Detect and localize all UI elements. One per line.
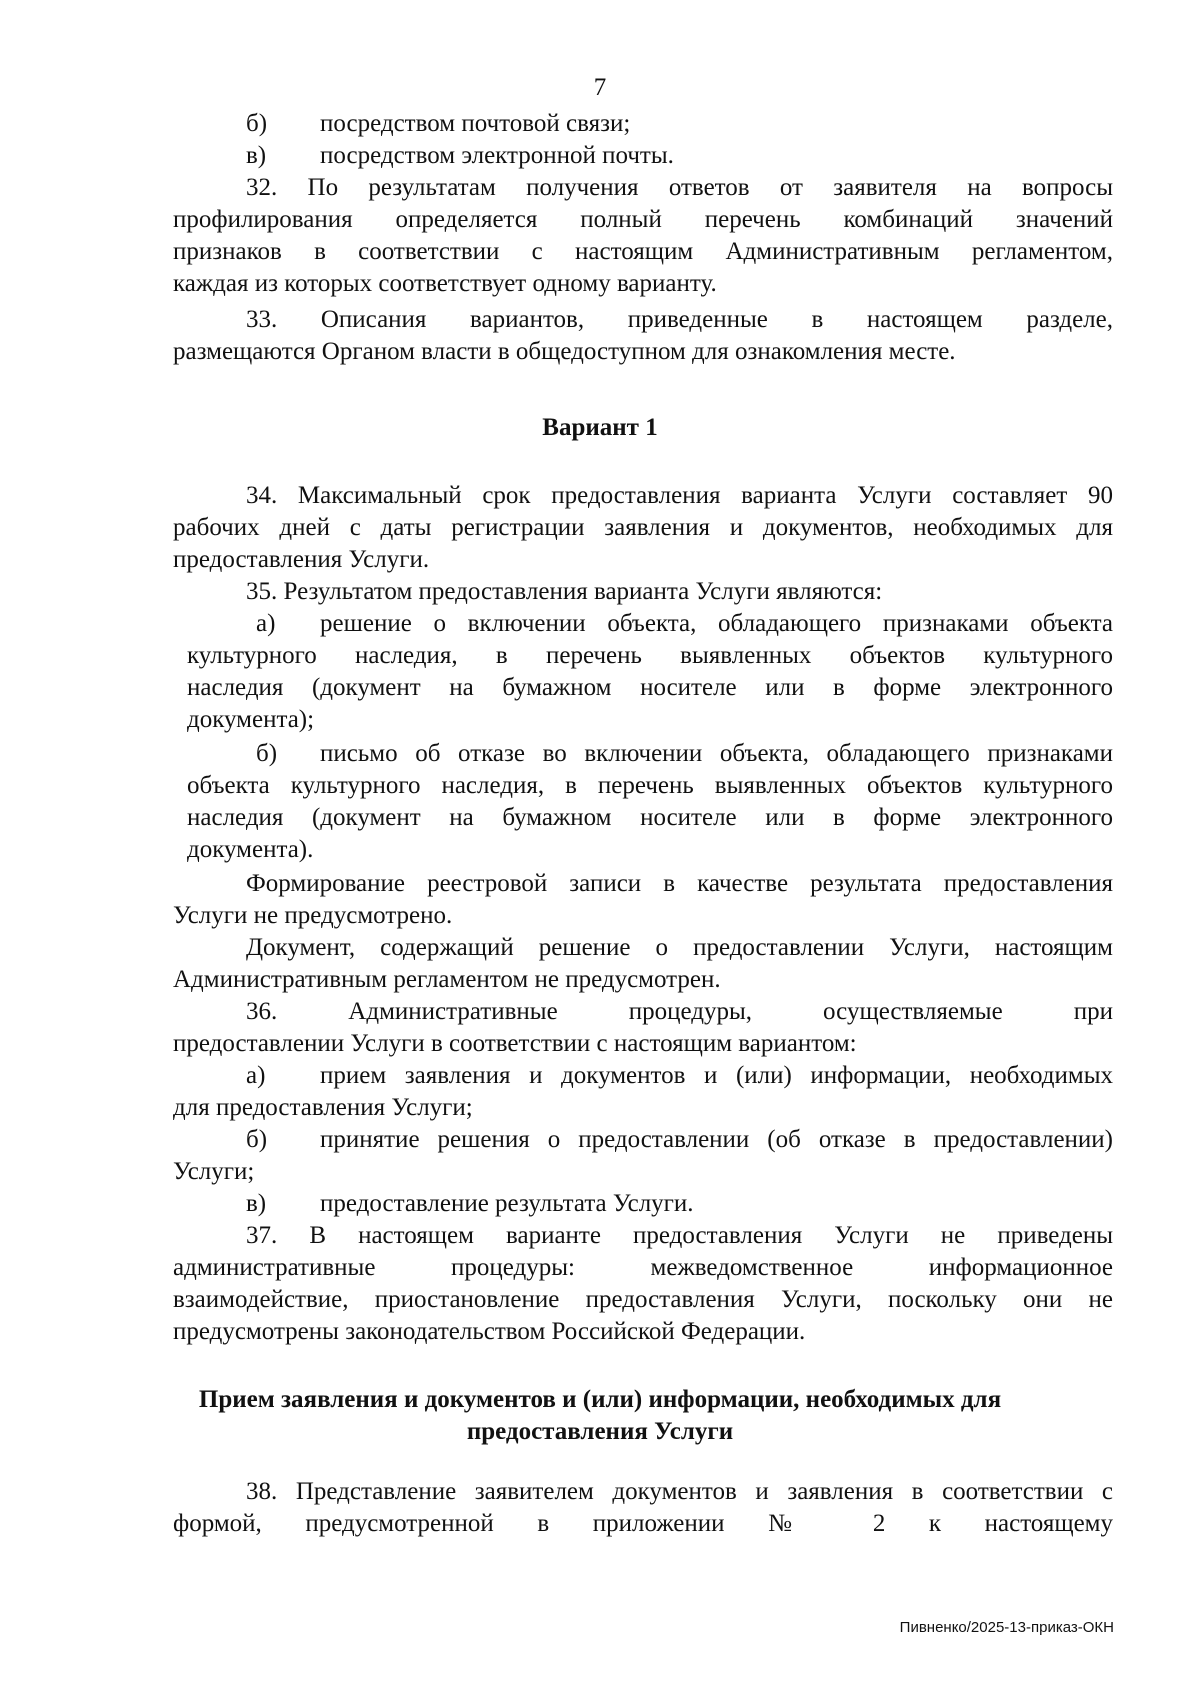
heading-section — [0, 1384, 1200, 1448]
paragraph-registry — [173, 868, 1113, 932]
paragraph-line: предоставления Услуги. — [173, 546, 430, 573]
heading-line: предоставления Услуги — [466, 1418, 734, 1445]
paragraph-35: 35. Результатом предоставления варианта Услуги являются: — [246, 578, 883, 605]
paragraph-line: для предоставления Услуги; — [173, 1094, 473, 1121]
paragraph-line: 36. Административные процедуры, осуществляемые при — [246, 998, 1113, 1025]
list-item-label: б) — [246, 1126, 268, 1153]
paragraph-line: рабочих дней с даты регистрации заявления и документов, необходимых для — [173, 514, 1113, 541]
paragraph-line: Услуги; — [173, 1158, 255, 1185]
paragraph-line: предусмотрены законодательством Российской Федерации. — [173, 1318, 806, 1345]
paragraph-line: профилирования определяется полный перечень комбинаций значений — [173, 206, 1113, 233]
paragraph-36 — [173, 996, 1113, 1060]
paragraph-line: письмо об отказе во включении объекта, обладающего признаками — [320, 740, 1113, 767]
paragraph-line: решение о включении объекта, обладающего признаками объекта — [320, 610, 1113, 637]
paragraph-line: наследия (документ на бумажном носителе или в форме электронного — [187, 674, 1113, 701]
list-item-label: а) — [256, 610, 276, 637]
paragraph-line: 37. В настоящем варианте предоставления Услуги не приведены — [246, 1222, 1113, 1249]
list-item-text: предоставление результата Услуги. — [320, 1190, 694, 1217]
paragraph-34 — [173, 480, 1113, 576]
paragraph-line: наследия (документ на бумажном носителе или в форме электронного — [187, 804, 1113, 831]
list-item-label: б) — [246, 110, 268, 137]
list-item-label: а) — [246, 1062, 266, 1089]
paragraph-33 — [173, 304, 1113, 368]
paragraph-line: Административным регламентом не предусмотрен. — [173, 966, 721, 993]
list-item-36b — [173, 1124, 1113, 1188]
document-footer-id: Пивненко/2025-13-приказ-ОКН — [899, 1619, 1114, 1636]
paragraph-line: документа); — [187, 706, 315, 733]
paragraph-line: размещаются Органом власти в общедоступном для ознакомления месте. — [173, 338, 956, 365]
paragraph-line: Документ, содержащий решение о предоставлении Услуги, настоящим — [246, 934, 1113, 961]
paragraph-line: каждая из которых соответствует одному варианту. — [173, 270, 717, 297]
paragraph-37 — [173, 1220, 1113, 1348]
paragraph-32 — [173, 172, 1113, 300]
paragraph-line: 34. Максимальный срок предоставления варианта Услуги составляет 90 — [246, 482, 1113, 509]
heading-line: Прием заявления и документов и (или) информации, необходимых для — [198, 1386, 1002, 1413]
paragraph-line: 33. Описания вариантов, приведенные в настоящем разделе, — [246, 306, 1113, 333]
paragraph-38 — [173, 1476, 1113, 1540]
list-item-text: посредством почтовой связи; — [320, 110, 631, 137]
list-item-35b — [187, 738, 1113, 866]
paragraph-line: культурного наследия, в перечень выявленных объектов культурного — [187, 642, 1113, 669]
paragraph-line: 38. Представление заявителем документов и заявления в соответствии с — [246, 1478, 1113, 1505]
paragraph-line: административные процедуры: межведомственное информационное — [173, 1254, 1113, 1281]
paragraph-line: предоставлении Услуги в соответствии с настоящим вариантом: — [173, 1030, 857, 1057]
paragraph-line: Услуги не предусмотрено. — [173, 902, 453, 929]
list-item-36a — [173, 1060, 1113, 1124]
paragraph-line: взаимодействие, приостановление предоставления Услуги, поскольку они не — [173, 1286, 1113, 1313]
paragraph-line: прием заявления и документов и (или) информации, необходимых — [320, 1062, 1113, 1089]
paragraph-line: документа). — [187, 836, 314, 863]
paragraph-document — [173, 932, 1113, 996]
paragraph-line: Формирование реестровой записи в качестве результата предоставления — [246, 870, 1113, 897]
page-number: 7 — [593, 74, 607, 101]
paragraph-line: принятие решения о предоставлении (об отказе в предоставлении) — [320, 1126, 1113, 1153]
list-item-label: б) — [256, 740, 278, 767]
list-item-35a — [187, 608, 1113, 736]
list-item-label: в) — [246, 1190, 267, 1217]
paragraph-line: 32. По результатам получения ответов от заявителя на вопросы — [246, 174, 1113, 201]
list-item-label: в) — [246, 142, 267, 169]
heading-variant: Вариант 1 — [542, 414, 658, 441]
paragraph-line: объекта культурного наследия, в перечень выявленных объектов культурного — [187, 772, 1113, 799]
list-item-text: посредством электронной почты. — [320, 142, 674, 169]
paragraph-line: признаков в соответствии с настоящим Административным регламентом, — [173, 238, 1113, 265]
paragraph-line: формой, предусмотренной в приложении № 2 к настоящему — [173, 1510, 1113, 1537]
